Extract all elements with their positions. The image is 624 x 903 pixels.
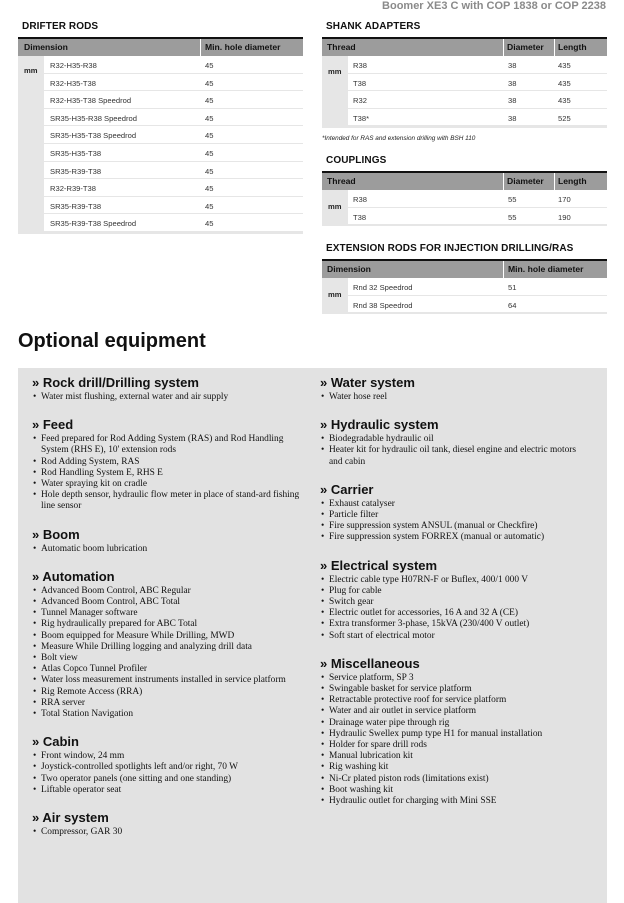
list-item: • Hole depth sensor, hydraulic flow meter in place of stand-ard fishing line sensor [32, 490, 306, 512]
table-cell: 45 [205, 96, 214, 106]
shank-adapters-table [322, 37, 607, 128]
table-row [18, 162, 303, 180]
section-carrier [320, 482, 590, 544]
bullet-list [32, 434, 306, 512]
section-air-system [32, 810, 306, 838]
column-header: Min. hole diameter [205, 42, 281, 52]
table-body [322, 56, 607, 128]
list-item: • Electric outlet for accessories, 16 A and 32 A (CE) [320, 608, 590, 619]
list-item: • Rig washing kit [320, 762, 590, 773]
table-body [322, 190, 607, 226]
table-row [322, 208, 607, 226]
list-item: • Water and air outlet in service platform [320, 706, 590, 717]
section-heading: » Automation [32, 568, 115, 584]
section-heading: » Rock drill/Drilling system [32, 375, 199, 390]
list-item: • Extra transformer 3-phase, 15kVA (230/400 V outlet) [320, 619, 590, 630]
list-item: • Water spraying kit on cradle [32, 479, 306, 490]
section-cabin [32, 734, 306, 796]
column-header: Length [558, 42, 587, 52]
list-item: • Measure While Drilling logging and analyzing drill data [32, 642, 306, 653]
optional-equipment-panel [18, 368, 607, 903]
list-item: • Liftable operator seat [32, 785, 306, 796]
table-cell: SR35-H35-R38 Speedrod [50, 113, 137, 123]
table-row [18, 214, 303, 232]
list-item: • Rig Remote Access (RRA) [32, 687, 306, 698]
table-cell: T38* [353, 113, 370, 123]
left-column [32, 375, 306, 852]
table-cell: 45 [205, 166, 214, 176]
shank-adapters-title: SHANK ADAPTERS [326, 21, 421, 32]
list-item: • Total Station Navigation [32, 709, 306, 720]
list-item: • Front window, 24 mm [32, 751, 306, 762]
table-cell: 435 [558, 61, 571, 70]
column-header: Thread [327, 42, 356, 52]
table-cell: R32-R39-T38 [50, 184, 97, 194]
table-cell: 45 [205, 201, 214, 211]
shank-footnote: *Intended for RAS and extension drilling with BSH 110 [322, 135, 476, 142]
list-item: • Fire suppression system ANSUL (manual or Checkfire) [320, 521, 590, 532]
column-header: Min. hole diameter [508, 264, 584, 274]
table-cell: 435 [558, 96, 571, 106]
unit-label: mm [328, 202, 342, 211]
list-item: • Rig hydraulically prepared for ABC Total [32, 619, 306, 630]
table-row [18, 126, 303, 144]
table-cell: 45 [205, 184, 214, 194]
list-item: • Rod Adding System, RAS [32, 457, 306, 468]
table-cell: 525 [558, 113, 571, 123]
list-item: • Soft start of electrical motor [320, 631, 590, 642]
table-cell: 45 [205, 131, 214, 141]
table-cell: R32 [353, 96, 367, 106]
column-header: Thread [327, 176, 356, 186]
section-heading: » Cabin [32, 734, 79, 750]
table-row [18, 179, 303, 197]
optional-equipment-title: Optional equipment [18, 330, 206, 352]
table-body [322, 278, 607, 314]
table-header [18, 37, 303, 56]
list-item: • Atlas Copco Tunnel Profiler [32, 664, 306, 675]
list-item: • Automatic boom lubrication [32, 544, 306, 555]
list-item: • Fire suppression system FORREX (manual or automatic) [320, 532, 590, 543]
table-cell: 64 [508, 300, 517, 310]
table-cell: 38 [508, 78, 517, 88]
list-item: • Drainage water pipe through rig [320, 718, 590, 729]
table-row [322, 190, 607, 208]
table-cell: Rnd 38 Speedrod [353, 300, 413, 310]
list-item: • Hydraulic Swellex pump type H1 for manual installation [320, 729, 590, 740]
column-header: Diameter [507, 176, 544, 186]
table-row [18, 109, 303, 127]
drifter-rods-table [18, 37, 303, 234]
list-item: • Particle filter [320, 510, 590, 521]
table-header [322, 259, 607, 278]
bullet-list [320, 575, 590, 642]
section-heading: » Electrical system [320, 557, 438, 573]
table-cell: 170 [558, 195, 571, 204]
table-body [18, 56, 303, 234]
list-item: • Feed prepared for Rod Adding System (RAS) and Rod Handling System (RHS E), 10' extension rods [32, 434, 306, 456]
table-cell: SR35-R39-T38 [50, 166, 102, 176]
list-item: • Plug for cable [320, 586, 590, 597]
table-cell: 38 [508, 96, 517, 106]
table-cell: R32-H35-R38 [50, 61, 97, 70]
couplings-table [322, 171, 607, 226]
list-item: • Biodegradable hydraulic oil [320, 434, 590, 445]
bullet-list [320, 499, 590, 544]
unit-label: mm [328, 67, 342, 76]
table-cell: R32-H35-T38 Speedrod [50, 96, 132, 106]
unit-label: mm [328, 290, 342, 299]
section-miscellaneous [320, 656, 590, 807]
table-cell: 45 [205, 61, 214, 70]
section-feed [32, 417, 306, 512]
table-cell: R38 [353, 195, 367, 204]
section-boom [32, 527, 306, 555]
drifter-rods-title: DRIFTER RODS [22, 21, 99, 32]
table-cell: SR35-H35-T38 Speedrod [50, 131, 137, 141]
table-cell: R38 [353, 61, 367, 70]
list-item: • Tunnel Manager software [32, 608, 306, 619]
table-row [18, 56, 303, 74]
couplings-title: COUPLINGS [326, 155, 387, 166]
table-cell: SR35-H35-T38 [50, 148, 102, 158]
section-heading: » Air system [32, 810, 109, 826]
list-item: • Hydraulic outlet for charging with Mini SSE [320, 796, 590, 807]
table-row [322, 296, 607, 314]
bullet-list [320, 673, 590, 807]
table-cell: 45 [205, 113, 214, 123]
list-item: • Water loss measurement instruments installed in service platform [32, 675, 306, 686]
column-header: Dimension [24, 42, 68, 52]
table-header [322, 37, 607, 56]
table-row [322, 91, 607, 109]
section-heading: » Boom [32, 526, 80, 542]
list-item: • Holder for spare drill rods [320, 740, 590, 751]
section-rock-drill-drilling-system [32, 375, 306, 403]
list-item: • Heater kit for hydraulic oil tank, diesel engine and electric motors and cabin [320, 445, 590, 467]
table-cell: SR35-R39-T38 [50, 201, 102, 211]
bullet-list [320, 434, 590, 468]
table-row [322, 74, 607, 92]
section-electrical-system [320, 558, 590, 642]
table-cell: SR35-R39-T38 Speedrod [50, 219, 137, 229]
section-water-system [320, 375, 590, 403]
bullet-list [32, 827, 306, 838]
table-cell: 45 [205, 219, 214, 229]
column-header: Diameter [507, 42, 544, 52]
list-item: • Manual lubrication kit [320, 751, 590, 762]
table-cell: 45 [205, 78, 214, 88]
table-cell: R32-H35-T38 [50, 78, 97, 88]
section-heading: » Feed [32, 417, 74, 433]
table-row [18, 91, 303, 109]
extension-rods-title: EXTENSION RODS FOR INJECTION DRILLING/RAS [326, 243, 574, 254]
table-cell: 55 [508, 212, 517, 222]
column-header: Length [558, 176, 587, 186]
list-item: • Two operator panels (one sitting and one standing) [32, 774, 306, 785]
list-item: • Advanced Boom Control, ABC Total [32, 597, 306, 608]
bullet-list [320, 392, 590, 403]
section-heading: » Miscellaneous [320, 655, 420, 671]
list-item: • RRA server [32, 698, 306, 709]
table-header [322, 171, 607, 190]
bullet-list [32, 544, 306, 555]
table-row [322, 109, 607, 127]
list-item: • Ni-Cr plated piston rods (limitations exist) [320, 774, 590, 785]
table-cell: 55 [508, 195, 517, 204]
list-item: • Rod Handling System E, RHS E [32, 468, 306, 479]
bullet-list [32, 392, 306, 403]
table-row [18, 144, 303, 162]
bullet-list [32, 586, 306, 720]
table-cell: T38 [353, 212, 367, 222]
list-item: • Bolt view [32, 653, 306, 664]
table-cell: 190 [558, 212, 571, 222]
column-header: Dimension [327, 264, 371, 274]
list-item: • Compressor, GAR 30 [32, 827, 306, 838]
table-row [322, 278, 607, 296]
list-item: • Electric cable type H07RN-F or Buflex, 400/1 000 V [320, 575, 590, 586]
table-cell: 38 [508, 61, 517, 70]
table-row [322, 56, 607, 74]
table-row [18, 74, 303, 92]
table-cell: 435 [558, 78, 571, 88]
list-item: • Boom equipped for Measure While Drilling, MWD [32, 631, 306, 642]
list-item: • Water mist flushing, external water and air supply [32, 392, 306, 403]
table-cell: 51 [508, 283, 517, 292]
section-hydraulic-system [320, 417, 590, 468]
section-heading: » Water system [320, 375, 415, 390]
right-column [320, 375, 590, 821]
list-item: • Service platform, SP 3 [320, 673, 590, 684]
bullet-list [32, 751, 306, 796]
table-cell: 38 [508, 113, 517, 123]
list-item: • Switch gear [320, 597, 590, 608]
table-cell: Rnd 32 Speedrod [353, 283, 413, 292]
list-item: • Swingable basket for service platform [320, 684, 590, 695]
list-item: • Exhaust catalyser [320, 499, 590, 510]
table-cell: 45 [205, 148, 214, 158]
list-item: • Advanced Boom Control, ABC Regular [32, 586, 306, 597]
extension-rods-table [322, 259, 607, 314]
list-item: • Joystick-controlled spotlights left and/or right, 70 W [32, 762, 306, 773]
section-automation [32, 569, 306, 720]
list-item: • Water hose reel [320, 392, 590, 403]
table-cell: T38 [353, 78, 367, 88]
table-row [18, 197, 303, 215]
section-heading: » Hydraulic system [320, 417, 439, 433]
section-heading: » Carrier [320, 481, 374, 497]
list-item: • Retractable protective roof for service platform [320, 695, 590, 706]
unit-label: mm [24, 66, 38, 75]
list-item: • Boot washing kit [320, 785, 590, 796]
document-header: Boomer XE3 C with COP 1838 or COP 2238 [382, 0, 606, 12]
